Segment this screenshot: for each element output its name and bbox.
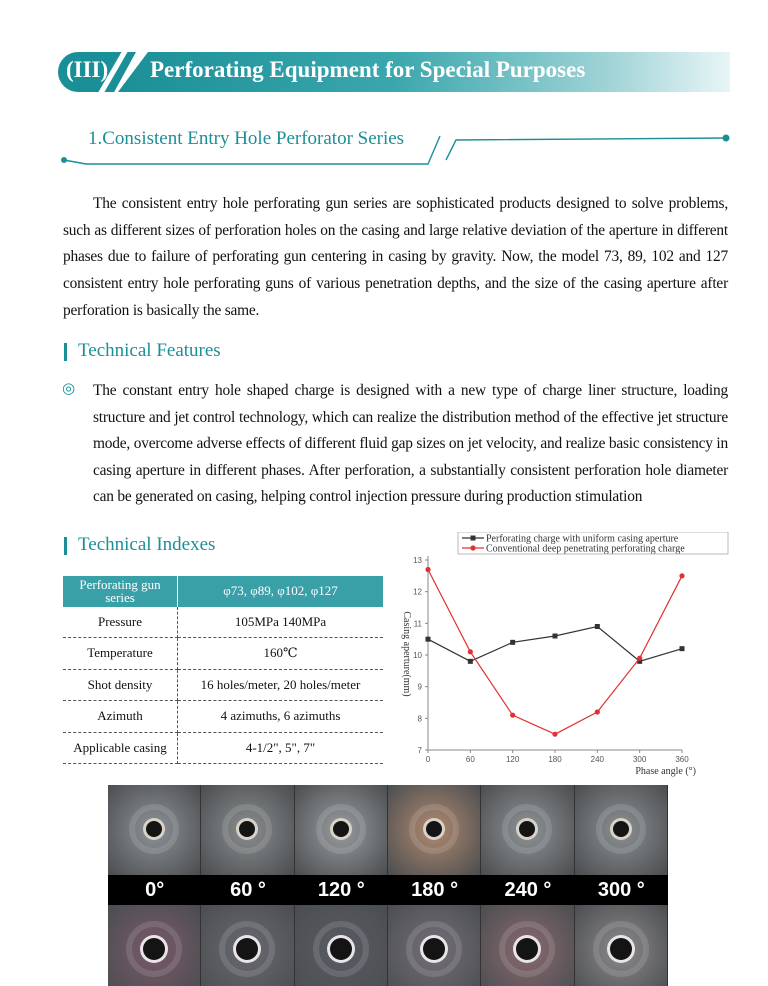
casing-hole-photo (481, 905, 574, 986)
table-cell-label: Applicable casing (63, 732, 178, 764)
x-tick-label: 240 (590, 755, 605, 764)
table-row (63, 669, 383, 701)
data-point (552, 732, 557, 737)
data-point (426, 637, 431, 642)
indexes-heading: Technical Indexes (64, 534, 215, 556)
y-tick-label: 10 (413, 651, 422, 660)
x-tick-label: 120 (505, 755, 520, 764)
casing-hole-photo (108, 905, 201, 986)
series-line (428, 570, 682, 735)
legend-entry: Conventional deep penetrating perforating charge (486, 543, 685, 555)
casing-hole-photo (388, 785, 481, 875)
y-tick-label: 13 (413, 556, 422, 565)
data-point (510, 640, 515, 645)
table-cell-value: 105MPa 140MPa (178, 607, 384, 638)
aperture-chart-svg (396, 532, 736, 782)
legend-marker (471, 536, 476, 541)
photo-row-lower (108, 905, 668, 986)
subsection-title: 1.Consistent Entry Hole Perforator Series (88, 128, 405, 149)
indexes-table (63, 576, 383, 764)
intro-paragraph: The consistent entry hole perforating gun series are sophisticated products designed to solve problems, such as different sizes of perforation holes on the casing and large relative deviation of the aperture in different phases due to failure of perforating gun centering in casing by gravity. Now, the model 73, 89, 102 and 127 consistent entry hole perforating guns of various penetration depths, and the size of the casing aperture after perforation is basically the same. (63, 195, 728, 319)
table-cell-value: 4-1/2", 5", 7" (178, 732, 384, 764)
casing-hole-photo (108, 785, 201, 875)
data-point (425, 567, 430, 572)
table-cell-label: Perforating gun series (63, 576, 178, 607)
y-tick-label: 11 (413, 619, 422, 629)
data-point (553, 634, 558, 639)
table-row (63, 576, 383, 607)
casing-hole-photo (295, 785, 388, 875)
y-tick-label: 8 (417, 714, 422, 724)
data-point (637, 656, 642, 661)
data-point (595, 709, 600, 714)
photo-row-upper (108, 785, 668, 875)
casing-hole-photo (575, 785, 668, 875)
table-row (63, 732, 383, 764)
subsection-header (60, 124, 740, 168)
y-tick-label: 9 (417, 682, 422, 692)
table-cell-label: Shot density (63, 669, 178, 701)
casing-hole-photo (201, 785, 294, 875)
x-tick-label: 300 (632, 755, 647, 764)
section-banner (58, 48, 730, 94)
table-cell-value: 16 holes/meter, 20 holes/meter (178, 669, 384, 701)
table-row (63, 607, 383, 638)
table-row (63, 701, 383, 733)
phase-label: 60 ° (230, 879, 266, 901)
x-tick-label: 180 (548, 755, 562, 764)
table-cell-value: 160℃ (178, 638, 384, 670)
phase-label-band (108, 875, 668, 905)
aperture-photo (108, 785, 668, 986)
data-point (679, 573, 684, 578)
table-row (63, 638, 383, 670)
features-heading: Technical Features (64, 340, 221, 362)
table-cell-value: 4 azimuths, 6 azimuths (178, 701, 384, 733)
section-title: Perforating Equipment for Special Purposes (150, 57, 586, 82)
y-tick-label: 12 (413, 587, 422, 597)
phase-label: 120 ° (317, 879, 365, 901)
casing-hole-photo (388, 905, 481, 986)
features-text: The constant entry hole shaped charge is designed with a new type of charge liner structure, loading structure and jet control technology, which can realize the distribution method of the effective jet structure mode, overcome adverse effects of different fluid gap sizes on jet velocity, and realize basic consistency in casing aperture in different phases. After perforation, a substantially consistent perforation hole diameter can be generated on casing, helping control injection pressure during production stimulation (93, 382, 728, 505)
x-tick-label: 60 (465, 755, 475, 764)
y-tick-label: 7 (417, 746, 422, 755)
table-cell-label: Pressure (63, 607, 178, 638)
aperture-chart (396, 532, 736, 782)
data-point (468, 649, 473, 654)
table-cell-label: Azimuth (63, 701, 178, 733)
x-tick-label: 0 (425, 755, 431, 764)
casing-hole-photo (295, 905, 388, 986)
phase-label: 180 ° (411, 879, 459, 901)
legend-marker (470, 545, 475, 550)
data-point (595, 624, 600, 629)
section-numeral: (III) (66, 57, 109, 82)
legend-entry: Perforating charge with uniform casing aperture (486, 533, 679, 545)
phase-label: 240 ° (504, 879, 552, 901)
data-point (468, 659, 473, 664)
double-circle-icon: ◎ (62, 381, 76, 397)
y-axis-label: Casing aperture(mm) (401, 611, 412, 697)
x-tick-label: 360 (675, 755, 689, 764)
phase-label: 0° (145, 879, 165, 901)
data-point (680, 646, 685, 651)
data-point (510, 713, 515, 718)
table-cell-value: φ73, φ89, φ102, φ127 (178, 576, 384, 607)
table-cell-label: Temperature (63, 638, 178, 670)
casing-hole-photo (481, 785, 574, 875)
x-axis-label: Phase angle (°) (635, 766, 696, 777)
phase-label: 300 ° (597, 879, 645, 901)
casing-hole-photo (201, 905, 294, 986)
casing-hole-photo (575, 905, 668, 986)
